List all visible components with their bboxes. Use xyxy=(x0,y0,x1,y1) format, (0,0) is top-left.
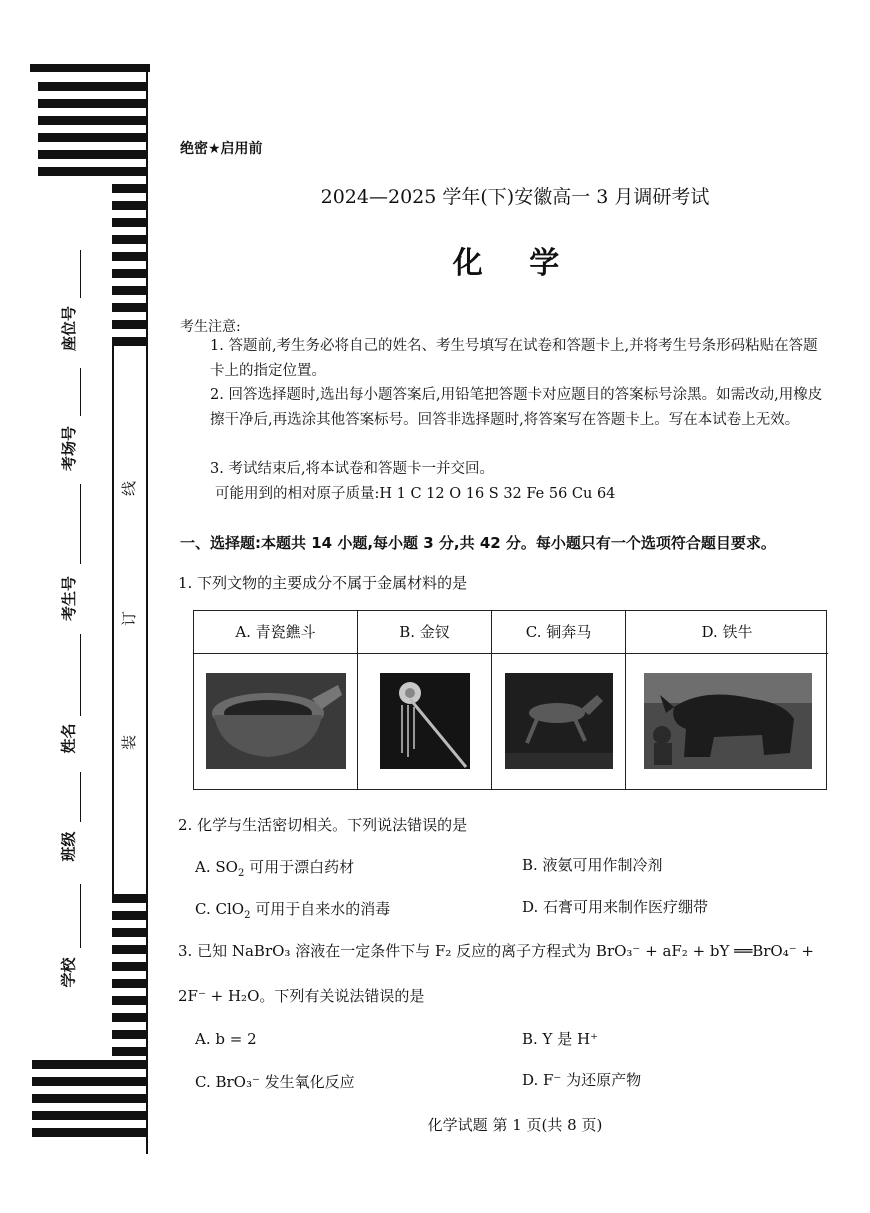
subscript: 2 xyxy=(237,868,245,879)
binding-stripe xyxy=(38,82,148,91)
question-1-stem: 1. 下列文物的主要成分不属于金属材料的是 xyxy=(178,574,468,592)
option-b-label[interactable]: B. 金钗 xyxy=(358,611,491,654)
binding-stripe xyxy=(32,1060,148,1069)
question-3-option-a[interactable]: A. b = 2 xyxy=(195,1030,257,1048)
binding-stripe xyxy=(112,996,148,1005)
seat-number-label: 座位号 xyxy=(60,305,79,352)
iron-ox-image xyxy=(644,673,812,769)
secret-mark: 绝密★启用前 xyxy=(180,141,263,157)
class-label: 班级 xyxy=(59,831,78,862)
candidate-number-field[interactable] xyxy=(80,484,81,564)
question-2-option-c[interactable] xyxy=(195,898,390,921)
binding-stripe xyxy=(112,320,148,329)
school-field[interactable] xyxy=(80,884,81,948)
name-label: 姓名 xyxy=(59,723,78,754)
binding-stripe xyxy=(112,894,148,903)
subscript: 2 xyxy=(244,910,251,921)
seat-number-field[interactable] xyxy=(80,250,81,298)
binding-rail xyxy=(112,346,114,894)
binding-stripe xyxy=(112,1013,148,1022)
binding-word-staple: 订 xyxy=(120,610,139,627)
option-text: C. ClO xyxy=(195,900,245,918)
binding-stripe xyxy=(112,1047,148,1056)
question-3-stem-line-2: 2F⁻ + H₂O。下列有关说法错误的是 xyxy=(178,987,425,1005)
binding-stripe xyxy=(112,911,148,920)
binding-stripe xyxy=(38,133,148,142)
page-footer: 化学试题 第 1 页(共 8 页) xyxy=(427,1116,603,1134)
binding-stripe xyxy=(112,252,148,261)
binding-stripe xyxy=(38,99,148,108)
binding-stripe xyxy=(112,184,148,193)
notice-item: 3. 考试结束后,将本试卷和答题卡一并交回。 xyxy=(210,461,495,477)
binding-stripe xyxy=(38,150,148,159)
gold-hairpin-image xyxy=(380,673,470,769)
name-field[interactable] xyxy=(80,634,81,716)
class-field[interactable] xyxy=(80,772,81,822)
celadon-vessel-image xyxy=(206,673,346,769)
binding-rail xyxy=(146,64,148,1154)
question-2-option-d[interactable]: D. 石膏可用来制作医疗绷带 xyxy=(522,898,709,916)
binding-strip xyxy=(0,0,160,1213)
binding-stripe xyxy=(112,286,148,295)
bronze-horse-image xyxy=(505,673,613,769)
binding-stripe xyxy=(32,1111,148,1120)
binding-word-line: 线 xyxy=(120,480,139,497)
question-3-stem-line-1: 3. 已知 NaBrO₃ 溶液在一定条件下与 F₂ 反应的离子方程式为 BrO₃⁻ + aF₂ + bY ══BrO₄⁻ + xyxy=(178,942,815,960)
option-text: 可用于漂白药材 xyxy=(244,858,355,876)
question-2-stem: 2. 化学与生活密切相关。下列说法错误的是 xyxy=(178,816,468,834)
notice-heading: 考生注意: xyxy=(180,319,241,335)
binding-stripe xyxy=(112,303,148,312)
subject-title: 化 学 xyxy=(452,246,578,281)
binding-stripe xyxy=(112,235,148,244)
artifact-cell-a xyxy=(194,611,358,789)
artifact-cell-d xyxy=(626,611,828,789)
atomic-masses: 可能用到的相对原子质量:H 1 C 12 O 16 S 32 Fe 56 Cu 64 xyxy=(215,486,616,502)
binding-stripe xyxy=(112,269,148,278)
exam-title: 2024—2025 学年(下)安徽高一 3 月调研考试 xyxy=(320,186,710,208)
binding-word-bind: 装 xyxy=(120,734,139,751)
notice-item: 1. 答题前,考生务必将自己的姓名、考生号填写在试卷和答题卡上,并将考生号条形码粘贴在答题卡上的指定位置。 xyxy=(210,338,818,379)
question-3-option-d[interactable]: D. F⁻ 为还原产物 xyxy=(522,1071,642,1089)
artifact-cell-c xyxy=(492,611,626,789)
question-2-option-a[interactable] xyxy=(195,856,354,879)
artifact-cell-b xyxy=(358,611,492,789)
option-a-label[interactable]: A. 青瓷鐎斗 xyxy=(194,611,357,654)
option-c-label[interactable]: C. 铜奔马 xyxy=(492,611,625,654)
binding-stripe xyxy=(112,1030,148,1039)
option-text: 可用于自来水的消毒 xyxy=(250,900,391,918)
binding-stripe xyxy=(112,928,148,937)
binding-stripe xyxy=(32,1128,148,1137)
binding-stripe xyxy=(112,962,148,971)
section-heading: 一、选择题:本题共 14 小题,每小题 3 分,共 42 分。每小题只有一个选项符合题目要求。 xyxy=(180,534,776,552)
binding-stripe xyxy=(112,945,148,954)
question-3-option-c[interactable]: C. BrO₃⁻ 发生氧化反应 xyxy=(195,1073,355,1091)
notice-item: 2. 回答选择题时,选出每小题答案后,用铅笔把答题卡对应题目的答案标号涂黑。如需改动,用橡皮擦干净后,再选涂其他答案标号。回答非选择题时,将答案写在答题卡上。写在本试卷上无效。 xyxy=(210,387,823,428)
binding-stripe xyxy=(112,218,148,227)
binding-stripe xyxy=(112,979,148,988)
school-label: 学校 xyxy=(59,957,78,988)
binding-stripe xyxy=(112,337,148,346)
exam-room-label: 考场号 xyxy=(60,425,79,472)
exam-room-field[interactable] xyxy=(80,368,81,416)
binding-stripe xyxy=(112,201,148,210)
question-3-option-b[interactable]: B. Y 是 H⁺ xyxy=(522,1030,598,1048)
binding-stripe xyxy=(32,1094,148,1103)
binding-stripe xyxy=(38,116,148,125)
option-d-label[interactable]: D. 铁牛 xyxy=(626,611,828,654)
candidate-number-label: 考生号 xyxy=(60,575,79,622)
artifact-table xyxy=(193,610,827,790)
binding-stripe xyxy=(32,1077,148,1086)
question-2-option-b[interactable]: B. 液氨可用作制冷剂 xyxy=(522,856,663,874)
binding-stripe xyxy=(30,64,150,72)
option-text: A. SO xyxy=(195,858,238,876)
binding-stripe xyxy=(38,167,148,176)
